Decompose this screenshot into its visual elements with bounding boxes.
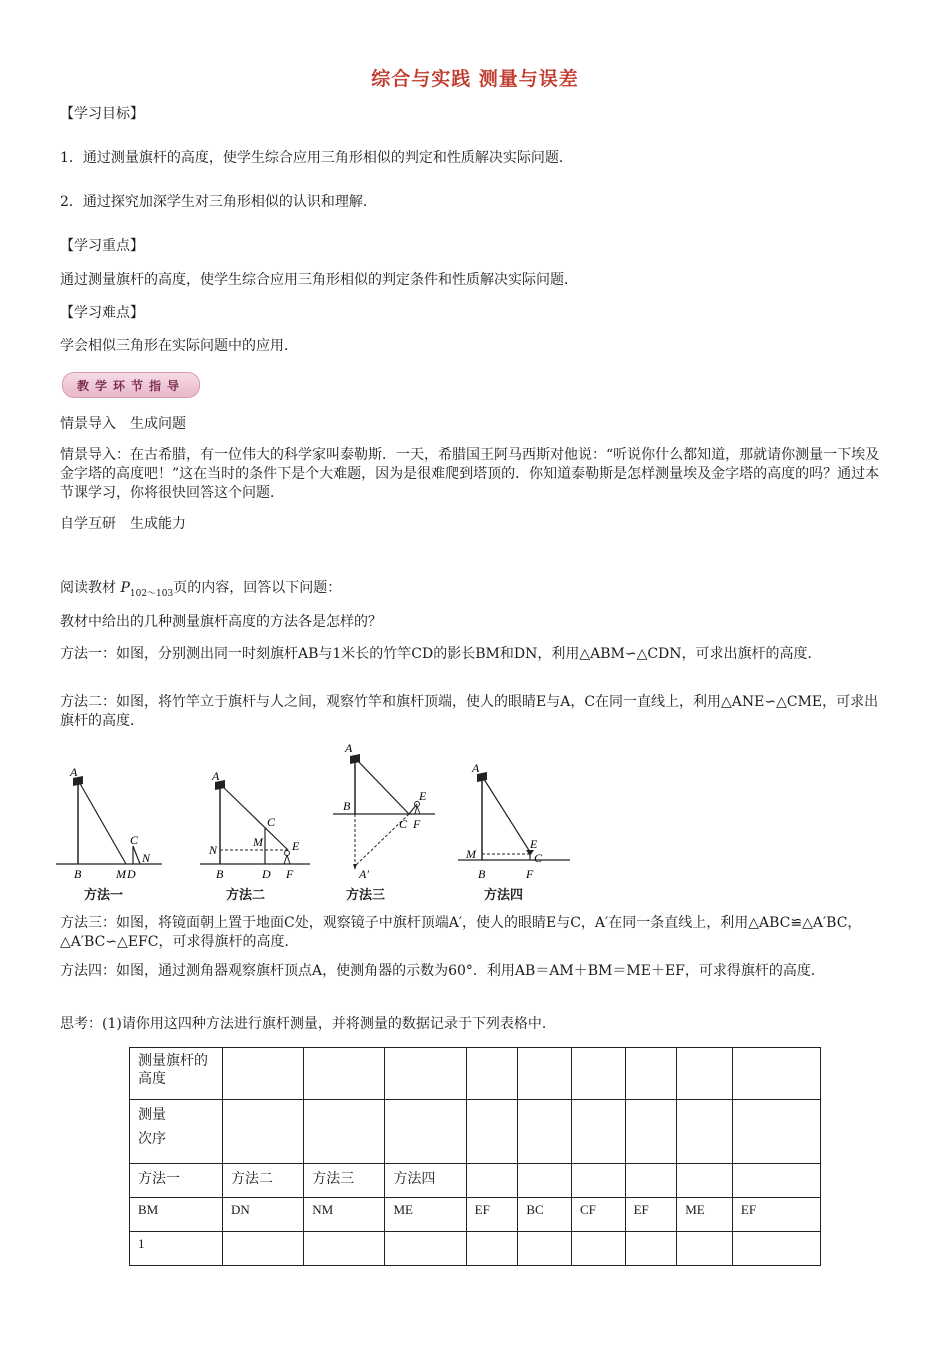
table-cell-empty[interactable] [677,1232,733,1266]
table-cell-empty[interactable] [223,1100,304,1164]
table-cell-empty[interactable] [385,1100,466,1164]
think-text: 思考：(1)请你用这四种方法进行旗杆测量，并将测量的数据记录于下列表格中． [60,1016,556,1032]
figure-method1-svg [56,740,168,885]
fig1-label-a: A [70,765,78,779]
figure-method3-svg [333,738,443,883]
read-suffix: 页的内容，回答以下问题： [173,580,342,596]
table-cell-empty[interactable] [466,1100,518,1164]
table-col-cf: CF [571,1198,625,1232]
table-col-ef: EF [466,1198,518,1232]
table-height-label: 测量旗杆的高度 [138,1053,208,1087]
table-cell-empty[interactable] [466,1164,518,1198]
focus-heading: 【学习重点】 [60,238,144,254]
table-col-ef-3: EF [732,1198,820,1232]
question-text: 教材中给出的几种测量旗杆高度的方法各是怎样的？ [60,614,382,630]
table-cell-empty[interactable] [732,1048,820,1100]
table-row [130,1048,821,1100]
fig4-label-a: A [472,761,480,775]
method2-text: 方法二：如图，将竹竿立于旗杆与人之间，观察竹竿和旗杆顶端，使人的眼睛E与A，C在同一直线上，利用△ANE∽△CME，可求出旗杆的高度． [60,694,879,729]
fig2-label-a: A [212,769,220,783]
read-page-letter: P [120,580,130,596]
table-cell-empty[interactable] [518,1164,572,1198]
fig3-label-a: A [345,741,353,755]
table-col-me: ME [385,1198,466,1232]
fig3-label-c: C [399,817,408,831]
table-order-label-1: 测量 [138,1107,166,1123]
fig2-label-e: E [292,839,300,853]
table-cell-empty[interactable] [466,1232,518,1266]
method1-text: 方法一：如图，分别测出同一时刻旗杆AB与1米长的竹竿CD的影长BM和DN，利用△ABM∽△CDN，可求出旗杆的高度． [60,646,822,662]
fig2-label-m: M [253,835,263,849]
table-method-1: 方法一 [130,1164,223,1198]
table-cell-empty[interactable] [304,1232,385,1266]
table-method-2: 方法二 [223,1164,304,1198]
table-method-3: 方法三 [304,1164,385,1198]
figure-caption-4: 方法四 [484,888,524,903]
table-col-ef-2: EF [625,1198,677,1232]
read-prefix: 阅读教材 [60,580,116,596]
table-order-label-2: 次序 [138,1131,166,1147]
table-cell-empty[interactable] [518,1100,572,1164]
table-col-bm: BM [130,1198,223,1232]
method4-text: 方法四：如图，通过测角器观察旗杆顶点A，使测角器的示数为60°．利用AB＝AM＋BM＝ME＋EF，可求得旗杆的高度． [60,963,825,979]
table-cell-order-label [130,1100,223,1164]
fig1-label-d: D [127,867,136,881]
table-cell-empty[interactable] [571,1232,625,1266]
table-cell-empty[interactable] [571,1048,625,1100]
table-cell-empty[interactable] [223,1048,304,1100]
table-cell-empty[interactable] [677,1100,733,1164]
goal-item-2: 2．通过探究加深学生对三角形相似的认识和理解． [60,194,377,210]
intro-text: 情景导入：在古希腊，有一位伟大的科学家叫泰勒斯．一天，希腊国王阿马西斯对他说：“听说你什么都知道，那就请你测量一下埃及金字塔的高度吧！”这在当时的条件下是个大难题，因为是很难爬到塔顶的．你知道泰勒斯是怎样测量埃及金字塔的高度的吗？通过本节课学习，你将很快回答这个问题． [60,447,880,501]
table-row [130,1198,821,1232]
table-order-1: 1 [130,1232,223,1266]
fig1-label-b: B [74,867,82,881]
fig3-label-b: B [343,799,351,813]
figure-method4-svg [458,740,576,885]
fig4-label-e: E [530,837,538,851]
fig4-label-b: B [478,867,486,881]
goals-heading: 【学习目标】 [60,106,144,122]
table-cell-empty[interactable] [518,1232,572,1266]
fig2-label-c: C [267,815,276,829]
table-col-dn: DN [223,1198,304,1232]
fig2-label-d: D [262,867,271,881]
table-row [130,1232,821,1266]
figure-caption-1: 方法一 [84,888,124,903]
fig2-label-n: N [209,843,218,857]
figure-caption-3: 方法三 [346,888,386,903]
table-row [130,1164,821,1198]
table-cell-empty[interactable] [677,1164,733,1198]
fig1-label-c: C [130,833,139,847]
figure-caption-2: 方法二 [226,888,266,903]
figure-method2-svg [200,740,312,885]
fig4-label-m: M [466,847,476,861]
table-method-4: 方法四 [385,1164,466,1198]
table-cell-empty[interactable] [625,1164,677,1198]
fig4-label-f: F [526,867,534,881]
table-cell-empty[interactable] [732,1232,820,1266]
goal-item-1: 1．通过测量旗杆的高度，使学生综合应用三角形相似的判定和性质解决实际问题． [60,150,573,166]
table-row [130,1100,821,1164]
reading-instruction [60,578,341,604]
table-cell-empty[interactable] [385,1048,466,1100]
read-pages: 102～103 [129,588,174,599]
section-banner: 教学环节指导 [62,372,200,398]
difficulty-text: 学会相似三角形在实际问题中的应用． [60,338,298,354]
figure-method4 [458,740,576,885]
table-cell-empty[interactable] [518,1048,572,1100]
table-cell-empty[interactable] [304,1048,385,1100]
intro-heading: 情景导入 生成问题 [60,416,186,432]
figure-method2 [200,740,312,885]
difficulty-heading: 【学习难点】 [60,305,144,321]
figure-method3 [333,738,443,883]
table-cell-empty[interactable] [732,1164,820,1198]
table-cell-empty[interactable] [732,1100,820,1164]
figure-method1 [56,740,168,885]
measurement-table [129,1047,821,1266]
table-cell-empty[interactable] [223,1232,304,1266]
table-cell-empty[interactable] [625,1232,677,1266]
table-cell-empty[interactable] [385,1232,466,1266]
table-cell-height-label [130,1048,223,1100]
table-cell-empty[interactable] [625,1048,677,1100]
selfstudy-heading: 自学互研 生成能力 [60,516,186,532]
table-col-me-2: ME [677,1198,733,1232]
method3-text: 方法三：如图，将镜面朝上置于地面C处，观察镜子中旗杆顶端A′，使人的眼睛E与C，A′在同一条直线上，利用△ABC≌△A′BC，△A′BC∽△EFC，可求得旗杆的高度． [60,915,862,950]
focus-text: 通过测量旗杆的高度，使学生综合应用三角形相似的判定条件和性质解决实际问题． [60,272,578,288]
fig4-label-c: C [534,851,543,865]
fig1-label-n: N [142,851,151,865]
table-cell-empty[interactable] [304,1100,385,1164]
table-cell-empty[interactable] [571,1164,625,1198]
page-title: 综合与实践 测量与误差 [371,68,579,90]
table-col-nm: NM [304,1198,385,1232]
table-cell-empty[interactable] [466,1048,518,1100]
fig3-label-e: E [419,789,427,803]
fig2-label-b: B [216,867,224,881]
table-cell-empty[interactable] [625,1100,677,1164]
fig3-label-f: F [413,817,421,831]
table-cell-empty[interactable] [571,1100,625,1164]
table-col-bc: BC [518,1198,572,1232]
table-cell-empty[interactable] [677,1048,733,1100]
fig1-label-m: M [116,867,126,881]
fig2-label-f: F [286,867,294,881]
fig3-label-a-prime: A′ [359,867,369,881]
